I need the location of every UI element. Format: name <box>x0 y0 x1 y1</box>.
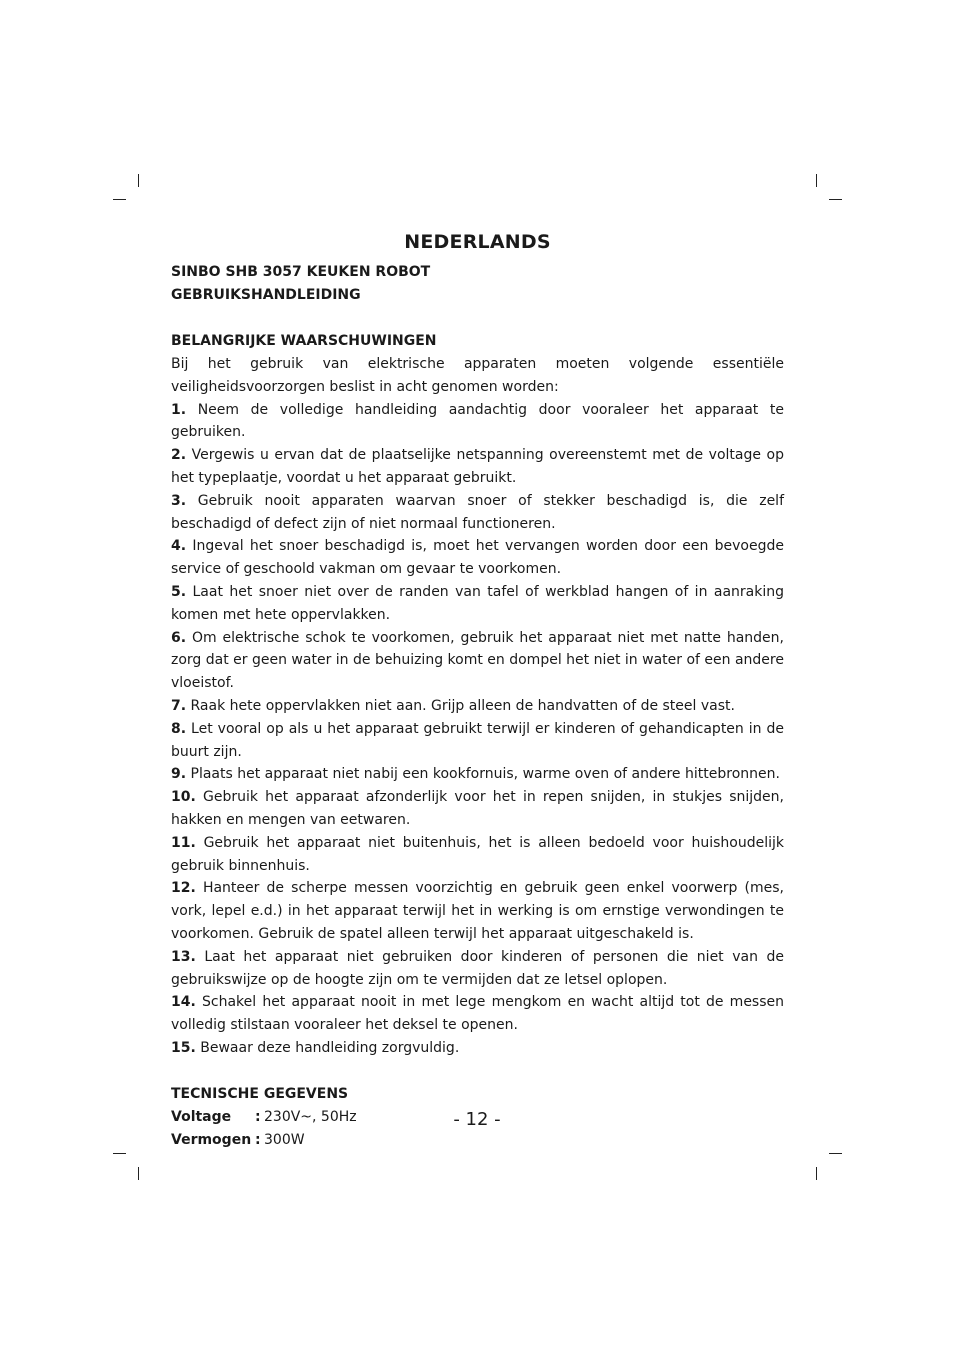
warning-item <box>171 946 784 992</box>
warnings-heading: BELANGRIJKE WAARSCHUWINGEN <box>171 333 437 349</box>
warning-number: 5. <box>171 583 187 600</box>
manual-title: GEBRUIKSHANDLEIDING <box>171 287 361 303</box>
product-title: SINBO SHB 3057 KEUKEN ROBOT <box>171 264 431 280</box>
crop-mark <box>113 199 126 200</box>
warning-item <box>171 581 784 627</box>
warning-text: Hanteer de scherpe messen voorzichtig en gebruik geen enkel voorwerp (mes, vork, lepel e.d.) in het apparaat terwijl het in werking is om ernstige verwondingen te voorkomen. Gebruik de spatel alleen terwijl het apparaat uitgeschakeld is. <box>171 880 784 942</box>
page-number: - 12 - <box>453 1109 501 1130</box>
crop-mark <box>816 174 817 187</box>
warning-number: 9. <box>171 766 187 783</box>
warning-item <box>171 444 784 490</box>
spec-label: Vermogen <box>171 1131 252 1148</box>
spec-separator: : <box>255 1131 261 1148</box>
warning-item <box>171 399 784 445</box>
warning-text: Laat het apparaat niet gebruiken door kinderen of personen die niet van de gebruikswijze op de hoogte zijn om te vermijden dat ze letsel oplopen. <box>171 948 784 988</box>
spacer <box>171 307 784 330</box>
spec-value: 230V~, 50Hz <box>264 1108 357 1125</box>
warning-text: Plaats het apparaat niet nabij een kookfornuis, warme oven of andere hittebronnen. <box>190 766 780 783</box>
warning-text: Let vooral op als u het apparaat gebruikt terwijl er kinderen of gehandicapten in de buurt zijn. <box>171 720 785 760</box>
warning-text: Neem de volledige handleiding aandachtig door vooraleer het apparaat te gebruiken. <box>171 401 784 441</box>
warning-number: 12. <box>171 880 196 897</box>
warning-number: 15. <box>171 1039 196 1056</box>
crop-mark <box>138 1167 139 1180</box>
warning-text: Bewaar deze handleiding zorgvuldig. <box>200 1039 460 1056</box>
warning-number: 6. <box>171 629 187 646</box>
warning-item <box>171 991 784 1037</box>
warning-number: 1. <box>171 401 187 418</box>
warning-item <box>171 627 784 695</box>
spec-separator: : <box>255 1108 261 1125</box>
warnings-intro: Bij het gebruik van elektrische apparaten moeten volgende essentiële veiligheidsvoorzorgen beslist in acht genomen worden: <box>171 356 784 395</box>
crop-mark <box>829 199 842 200</box>
warning-text: Vergewis u ervan dat de plaatselijke netspanning overeenstemt met de voltage op het typeplaatje, voordat u het apparaat gebruikt. <box>171 447 784 486</box>
warning-item <box>171 490 784 536</box>
warning-item <box>171 695 784 718</box>
spec-value: 300W <box>264 1131 305 1148</box>
warning-text: Laat het snoer niet over de randen van tafel of werkblad hangen of in aanraking komen met hete oppervlakken. <box>171 583 784 623</box>
warning-item <box>171 786 784 832</box>
warning-item <box>171 763 784 786</box>
warning-text: Gebruik het apparaat afzonderlijk voor het in repen snijden, in stukjes snijden, hakken en mengen van eetwaren. <box>171 789 784 828</box>
warning-item <box>171 832 784 878</box>
warning-text: Ingeval het snoer beschadigd is, moet het vervangen worden door een bevoegde service of geschoold vakman om gevaar te voorkomen. <box>171 538 784 578</box>
warning-number: 3. <box>171 492 187 509</box>
warning-item <box>171 718 784 764</box>
spacer <box>171 1060 784 1083</box>
warning-text: Om elektrische schok te voorkomen, gebruik het apparaat niet met natte handen, zorg dat er geen water in de behuizing komt en dompel het niet in water of een andere vloeistof. <box>171 629 784 692</box>
warning-number: 10. <box>171 789 196 806</box>
crop-mark <box>816 1167 817 1180</box>
warning-text: Schakel het apparaat nooit in met lege mengkom en wacht altijd tot de messen volledig stilstaan vooraleer het deksel te openen. <box>171 994 785 1034</box>
warning-number: 7. <box>171 697 187 714</box>
spec-label: Voltage <box>171 1108 232 1125</box>
warning-item <box>171 877 784 945</box>
crop-mark <box>138 174 139 187</box>
spec-row-power <box>171 1129 784 1152</box>
warning-number: 8. <box>171 720 187 737</box>
warning-number: 13. <box>171 948 196 965</box>
warning-item <box>171 1037 784 1060</box>
warning-number: 2. <box>171 447 187 464</box>
specs-heading: TECNISCHE GEGEVENS <box>171 1085 349 1102</box>
warning-number: 14. <box>171 994 196 1011</box>
page-content <box>171 229 784 1152</box>
warnings-list <box>171 399 784 1060</box>
crop-mark <box>829 1153 842 1154</box>
warning-number: 4. <box>171 538 187 555</box>
warning-item <box>171 535 784 581</box>
crop-mark <box>113 1153 126 1154</box>
warning-text: Gebruik het apparaat niet buitenhuis, het is alleen bedoeld voor huishoudelijk gebruik binnenhuis. <box>171 834 784 874</box>
warning-number: 11. <box>171 834 196 851</box>
warning-text: Raak hete oppervlakken niet aan. Grijp alleen de handvatten of de steel vast. <box>190 697 735 714</box>
language-title: NEDERLANDS <box>404 231 551 253</box>
warning-text: Gebruik nooit apparaten waarvan snoer of stekker beschadigd is, die zelf beschadigd of defect zijn of niet normaal functioneren. <box>171 492 785 532</box>
